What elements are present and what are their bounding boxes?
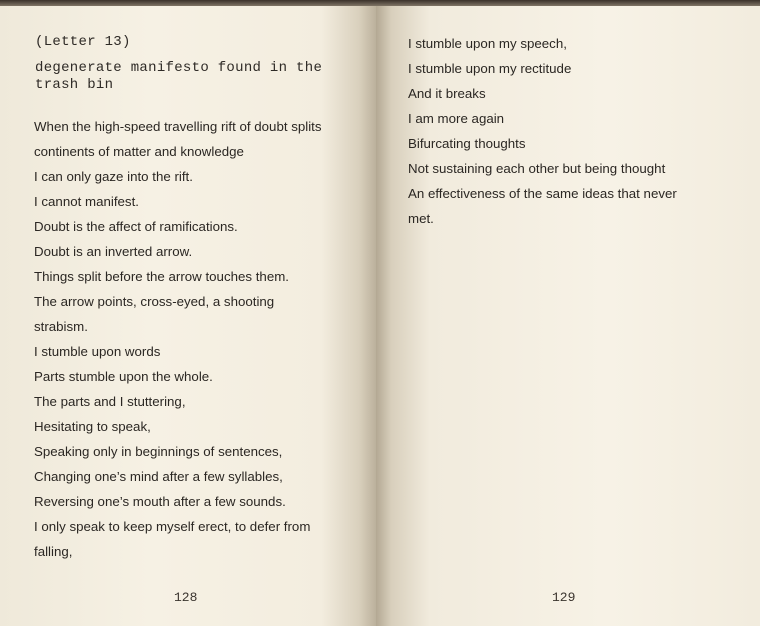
poem-line: I stumble upon my speech, <box>408 36 567 51</box>
poem-line: strabism. <box>34 319 88 334</box>
poem-line: Hesitating to speak, <box>34 419 151 434</box>
poem-line: I only speak to keep myself erect, to defer from <box>34 519 311 534</box>
page-number-right: 129 <box>552 590 576 605</box>
page-number-left: 128 <box>174 590 198 605</box>
poem-line: The parts and I stuttering, <box>34 394 186 409</box>
poem-title: degenerate manifesto found in the trash bin <box>35 60 323 93</box>
poem-line: continents of matter and knowledge <box>34 144 244 159</box>
poem-line: falling, <box>34 544 73 559</box>
poem-line: Doubt is an inverted arrow. <box>34 244 193 259</box>
poem-line: Speaking only in beginnings of sentences, <box>34 444 283 459</box>
poem-line: And it breaks <box>408 86 486 101</box>
poem-line: I am more again <box>408 111 505 126</box>
poem-line: Bifurcating thoughts <box>408 136 526 151</box>
poem-line: met. <box>408 211 434 226</box>
poem-line: I stumble upon words <box>34 344 161 359</box>
poem-line: When the high-speed travelling rift of doubt splits <box>34 119 322 134</box>
poem-line: Not sustaining each other but being thought <box>408 161 666 176</box>
poem-line: Parts stumble upon the whole. <box>34 369 213 384</box>
poem-line: An effectiveness of the same ideas that never <box>408 186 677 201</box>
poem-line: The arrow points, cross-eyed, a shooting <box>34 294 275 309</box>
letter-label: (Letter 13) <box>35 34 131 50</box>
right-poem-lines <box>408 35 677 235</box>
poem-line: Doubt is the affect of ramifications. <box>34 219 238 234</box>
poem-line: Reversing one’s mouth after a few sounds. <box>34 494 286 509</box>
poem-line: I can only gaze into the rift. <box>34 169 193 184</box>
left-poem-lines <box>34 118 322 568</box>
poem-line: Changing one’s mind after a few syllables, <box>34 469 283 484</box>
poem-line: Things split before the arrow touches them. <box>34 269 289 284</box>
poem-line: I cannot manifest. <box>34 194 139 209</box>
poem-line: I stumble upon my rectitude <box>408 61 572 76</box>
